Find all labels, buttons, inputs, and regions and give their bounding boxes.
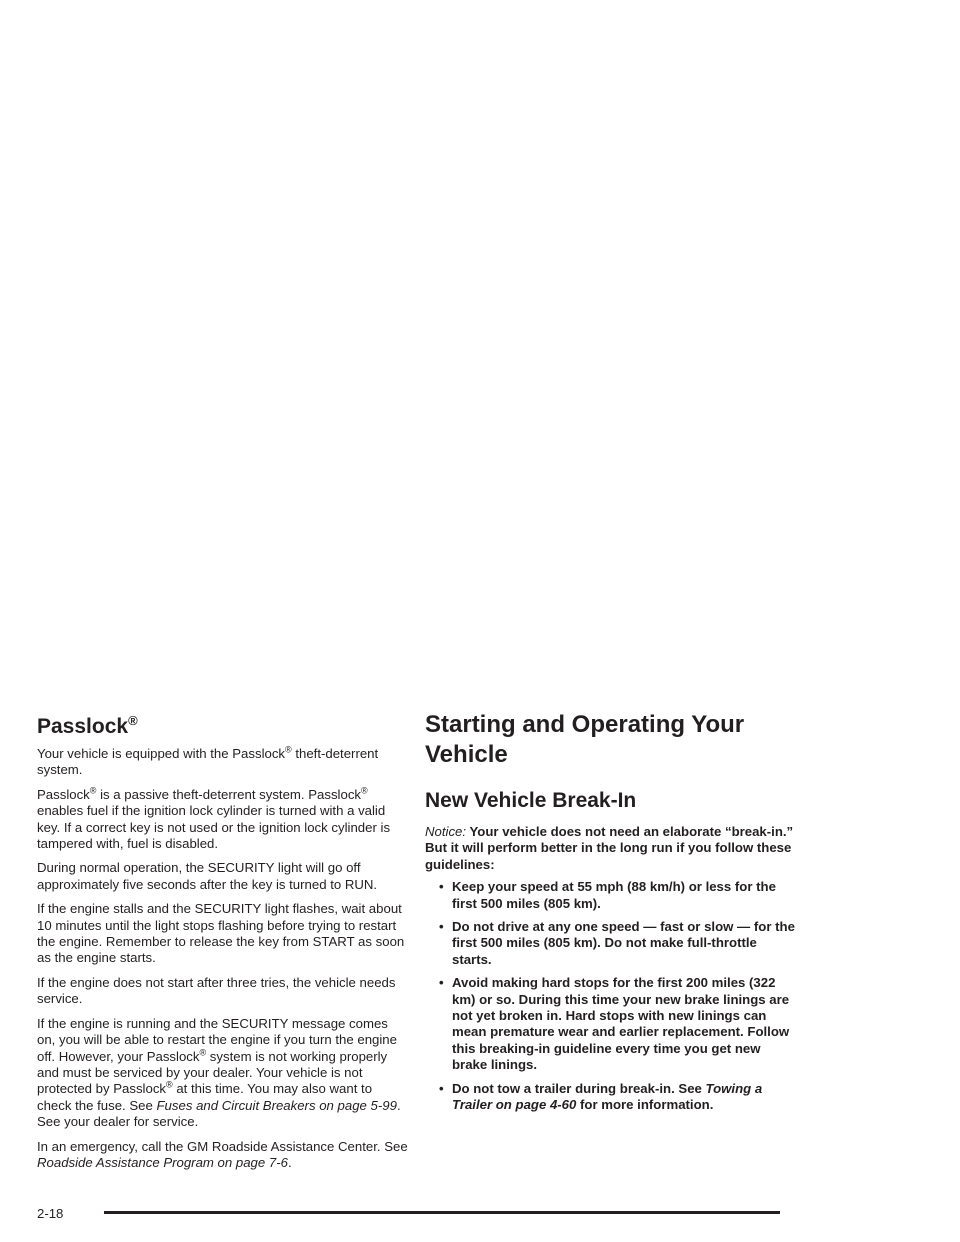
list-item: • Do not drive at any one speed — fast or slow — for the first 500 miles (805 km). Do not make full-throttle starts.	[439, 919, 795, 967]
paragraph-security-message: If the engine is running and the SECURITY message comes on, you will be able to restart the engine if you turn the engine off. However, your Passlock® system is not working properly and must be serviced by your dealer. Your vehicle is not protected by Passlock® at this time. You may also want to check the fuse. See Fuses and Circuit Breakers on page 5-99. See your dealer for service.	[37, 1015, 401, 1130]
list-item: • Avoid making hard stops for the first 200 miles (322 km) or so. During this time your new brake linings are not yet broken in. Hard stops with new linings can mean premature wear and earlier replacement. Follow this breaking-in guideline every time you get new brake linings.	[439, 975, 790, 1073]
paragraph-equipped: Your vehicle is equipped with the Passlock® theft-deterrent system.	[37, 744, 379, 778]
page-number: 2-18	[37, 1206, 64, 1221]
registered-mark: ®	[166, 1079, 173, 1090]
list-item: • Do not tow a trailer during break-in. See Towing a Trailer on page 4-60 for more information.	[439, 1080, 763, 1113]
bullet-icon: •	[439, 879, 444, 895]
registered-mark: ®	[285, 744, 292, 755]
notice-label: Notice:	[425, 824, 467, 839]
footer-rule	[104, 1211, 780, 1214]
chapter-title: Starting and Operating Your Vehicle	[425, 711, 745, 768]
paragraph-emergency: In an emergency, call the GM Roadside Assistance Center. See Roadside Assistance Program on page 7-6.	[37, 1138, 408, 1170]
guideline-list	[425, 879, 795, 1113]
towing-reference-link[interactable]: Towing a Trailer on page 4-60	[452, 1080, 763, 1113]
paragraph-normal-operation: During normal operation, the SECURITY light will go off approximately five seconds after the key is turned to RUN.	[37, 860, 378, 892]
paragraph-three-tries: If the engine does not start after three tries, the vehicle needs service.	[37, 974, 396, 1007]
registered-mark: ®	[361, 785, 368, 796]
break-in-heading: New Vehicle Break-In	[425, 789, 637, 812]
registered-mark: ®	[89, 785, 97, 796]
notice-paragraph: Notice: Your vehicle does not need an elaborate “break-in.” But it will perform better in the long run if you follow these guidelines:	[425, 824, 794, 872]
passlock-heading-text: Passlock	[37, 715, 129, 738]
paragraph-passive-system: Passlock® is a passive theft-deterrent system. Passlock® enables fuel if the ignition lock cylinder is turned with a valid key. If a correct key is not used or the ignition lock cylinder is tampered with, fuel is disabled.	[37, 785, 391, 852]
fuses-reference-link[interactable]: Fuses and Circuit Breakers on page 5-99	[156, 1097, 397, 1113]
registered-mark: ®	[128, 713, 138, 728]
bullet-icon: •	[439, 1080, 444, 1096]
list-item: • Keep your speed at 55 mph (88 km/h) or less for the first 500 miles (805 km).	[439, 879, 776, 911]
passlock-heading	[37, 714, 409, 740]
roadside-reference-link[interactable]: Roadside Assistance Program on page 7-6	[37, 1154, 288, 1170]
bullet-icon: •	[439, 975, 444, 991]
paragraph-engine-stalls: If the engine stalls and the SECURITY light flashes, wait about 10 minutes until the light stops flashing before trying to restart the engine. Remember to release the key from START as soon as the engine starts.	[37, 901, 405, 966]
left-column	[37, 714, 409, 1179]
break-in-body	[425, 824, 795, 1121]
bullet-icon: •	[439, 919, 444, 935]
registered-mark: ®	[199, 1047, 207, 1058]
